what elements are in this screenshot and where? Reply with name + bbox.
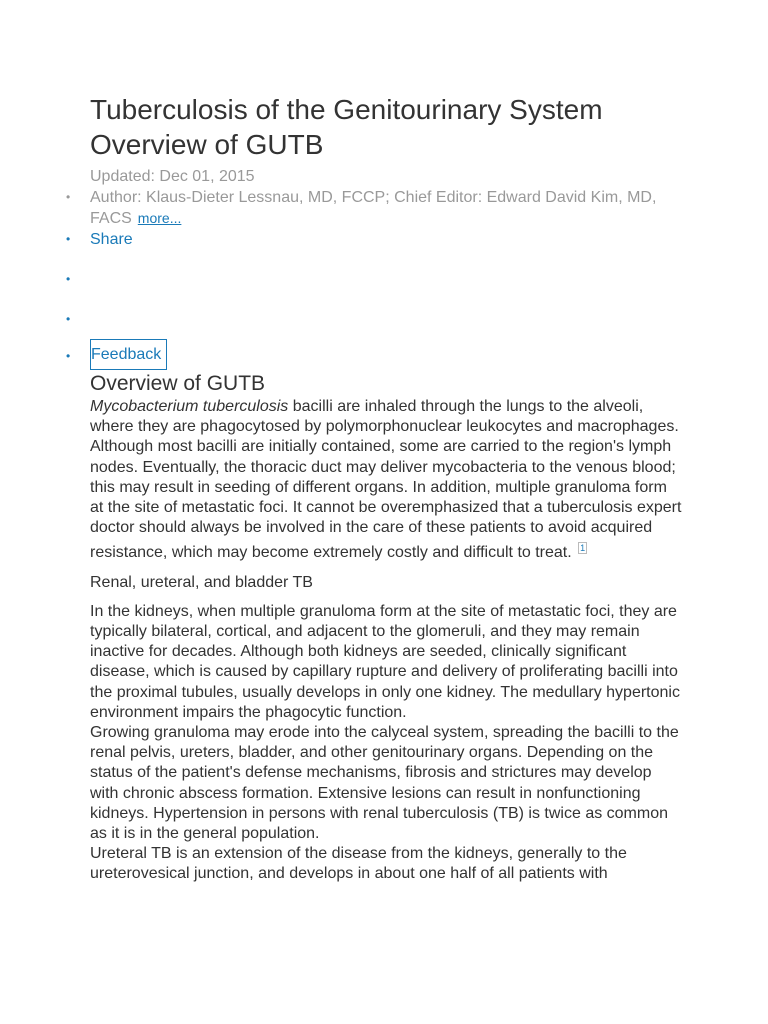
- social-item-empty[interactable]: [66, 269, 682, 290]
- granuloma-paragraph: Growing granuloma may erode into the calyceal system, spreading the bacilli to the renal pelvis, ureters, bladder, and other genitourinary organs. Depending on the status of the patient's defense mechanisms, fibrosis and strictures may develop with chronic abscess formation. Extensive lesions can result in nonfunctioning kidneys. Hypertension in persons with renal tuberculosis (TB) is twice as common as it is in the general population.: [90, 724, 679, 843]
- organism-name: Mycobacterium tuberculosis: [90, 398, 289, 415]
- more-link[interactable]: more...: [137, 210, 182, 226]
- bullet-icon: •: [66, 272, 71, 286]
- feedback-item: [66, 339, 682, 370]
- feedback-button[interactable]: Feedback: [90, 339, 167, 370]
- page-title: Tuberculosis of the Genitourinary System Overview of GUTB: [90, 94, 603, 160]
- bullet-icon: •: [66, 312, 71, 326]
- bullet-icon: •: [66, 349, 71, 363]
- share-link[interactable]: Share: [90, 231, 133, 248]
- bullet-icon: •: [66, 190, 71, 204]
- intro-paragraph: [90, 397, 682, 564]
- kidneys-paragraph: In the kidneys, when multiple granuloma form at the site of metastatic foci, they are typically bilateral, cortical, and adjacent to the glomeruli, and they may remain inactive for decades. Although both kidneys are seeded, clinically significant disease, which is caused by capillary rupture and delivery of proliferating bacilli into the proximal tubules, usually develops in only one kidney. The medullary hypertonic environment impairs the phagocytic function.: [90, 602, 680, 721]
- article-meta-list: [66, 187, 682, 370]
- share-item[interactable]: [66, 229, 682, 250]
- updated-date: Updated: Dec 01, 2015: [90, 168, 255, 185]
- reference-link[interactable]: 1: [580, 543, 586, 554]
- author-text: Author: Klaus-Dieter Lessnau, MD, FCCP; Chief Editor: Edward David Kim, MD, FACS: [90, 189, 657, 227]
- ureteral-paragraph: Ureteral TB is an extension of the disease from the kidneys, generally to the ureterovesical junction, and develops in about one half of all patients with: [90, 845, 627, 883]
- intro-text: bacilli are inhaled through the lungs to the alveoli, where they are phagocytosed by polymorphonuclear leukocytes and macrophages. Although most bacilli are initially contained, some are carried to the region's lymph nodes. Eventually, the thoracic duct may deliver mycobacteria to the venous blood; this may result in seeding of different organs. In addition, multiple granuloma form at the site of metastatic foci. It cannot be overemphasized that a tuberculosis expert doctor should always be involved in the care of these patients to avoid acquired resistance, which may become extremely costly and difficult to treat.: [90, 398, 682, 562]
- author-line: [66, 187, 682, 229]
- social-item-empty[interactable]: [66, 309, 682, 330]
- article-page: [66, 92, 682, 885]
- section-heading: Overview of GUTB: [90, 372, 266, 395]
- subheading: Renal, ureteral, and bladder TB: [90, 573, 313, 591]
- bullet-icon: •: [66, 232, 71, 246]
